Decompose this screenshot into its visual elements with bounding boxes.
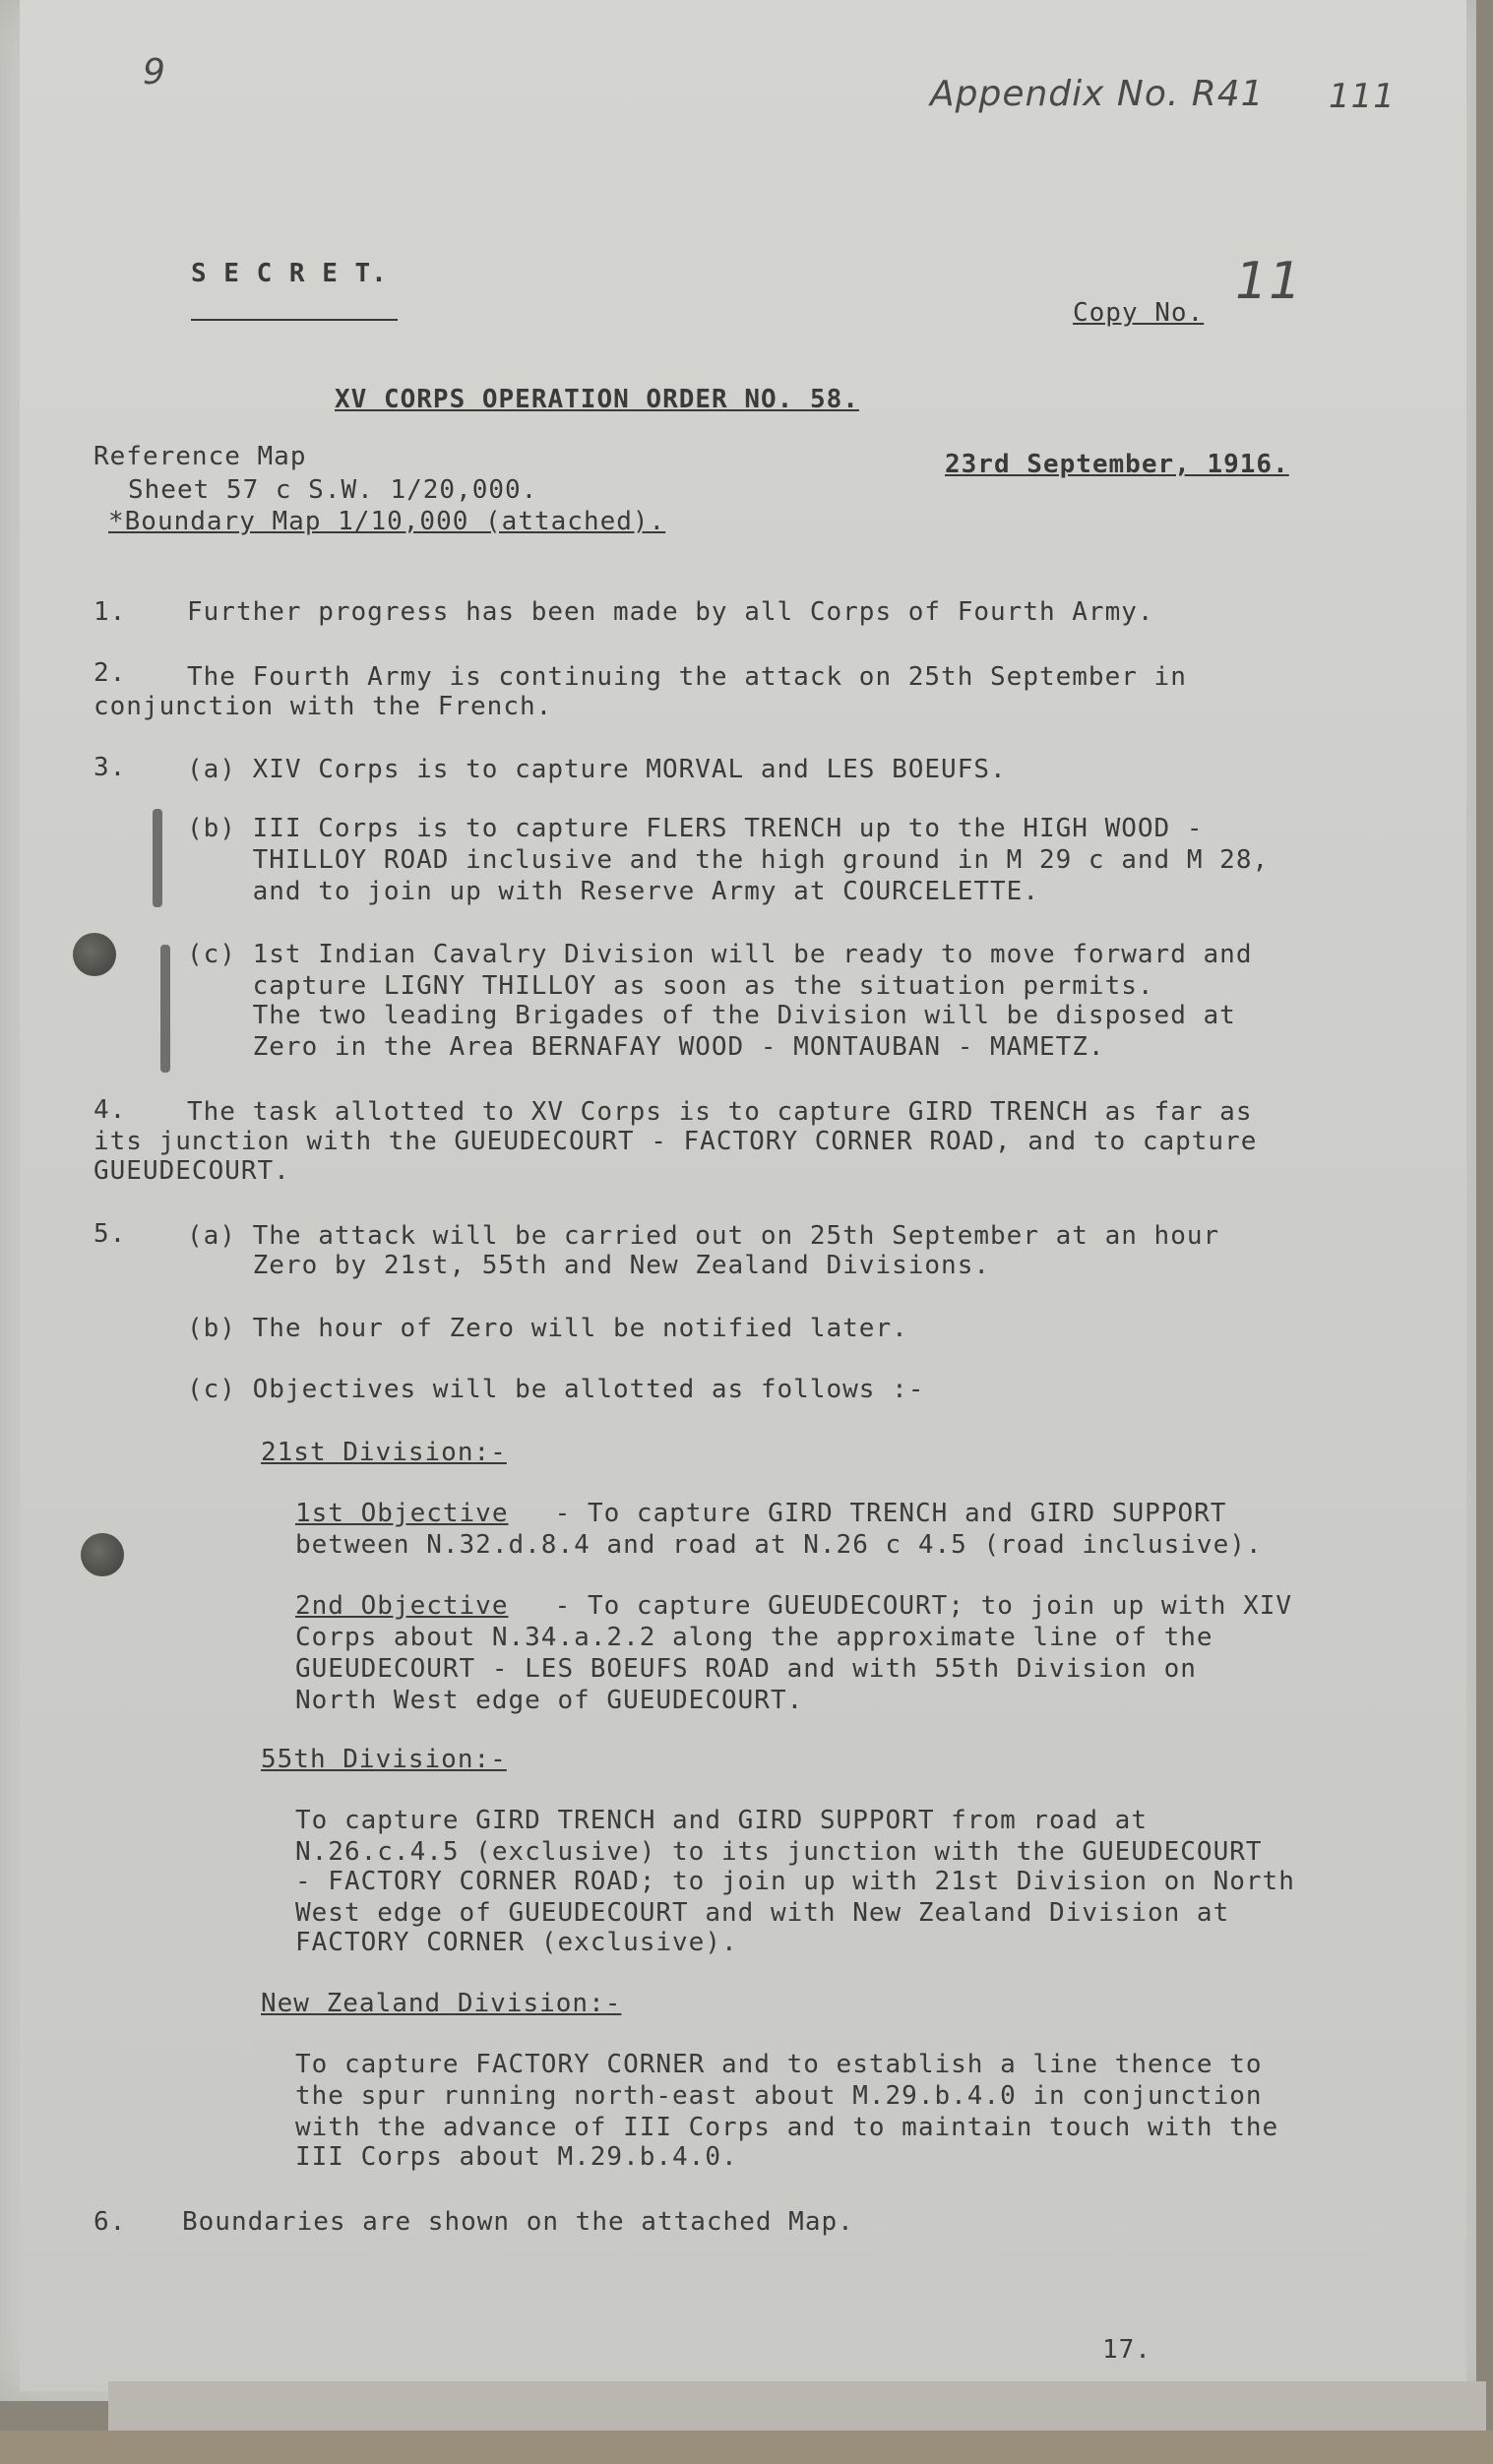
para-3b-line-2: THILLOY ROAD inclusive and the high ground in M 29 c and M 28, (187, 845, 1270, 875)
para-5-number: 5. (93, 1219, 127, 1249)
margin-bar-lower (160, 945, 170, 1073)
secret-heading: S E C R E T. (191, 259, 388, 288)
division-55-heading: 55th Division:- (261, 1745, 507, 1774)
para-5b: (b) The hour of Zero will be notified later. (187, 1314, 908, 1343)
division-21-heading: 21st Division:- (261, 1438, 507, 1467)
reference-line-2: Sheet 57 c S.W. 1/20,000. (128, 475, 538, 505)
margin-bar-upper (153, 809, 162, 907)
objective-1-line-1: - To capture GIRD TRENCH and GIRD SUPPORT (538, 1499, 1227, 1528)
appendix-label: Appendix No. R41 (930, 74, 1265, 114)
para-3c-line-3: The two leading Brigades of the Division will be disposed at (187, 1001, 1236, 1030)
division-55-line-1: To capture GIRD TRENCH and GIRD SUPPORT from road at (295, 1806, 1148, 1835)
para-6-number: 6. (93, 2207, 127, 2237)
para-5a-line-2: Zero by 21st, 55th and New Zealand Divisions. (187, 1251, 991, 1280)
para-3c-line-2: capture LIGNY THILLOY as soon as the situation permits. (187, 971, 1154, 1001)
folio-number: 111 (1329, 77, 1396, 116)
para-2-line-1: The Fourth Army is continuing the attack on 25th September in (187, 662, 1187, 692)
secret-underline (191, 319, 398, 321)
para-2-line-2: conjunction with the French. (93, 692, 553, 721)
document-page (20, 0, 1466, 2391)
para-3b-line-1: (b) III Corps is to capture FLERS TRENCH up to the HIGH WOOD - (187, 814, 1204, 843)
para-4-line-1: The task allotted to XV Corps is to capture GIRD TRENCH as far as (187, 1097, 1253, 1127)
objective-2-line-3: GUEUDECOURT - LES BOEUFS ROAD and with 55th Division on (295, 1654, 1197, 1684)
para-5a-line-1: (a) The attack will be carried out on 25th September at an hour (187, 1221, 1220, 1251)
para-4-line-3: GUEUDECOURT. (93, 1156, 290, 1186)
reference-line-3: *Boundary Map 1/10,000 (attached). (108, 507, 666, 536)
division-nz-line-3: with the advance of III Corps and to maintain touch with the (295, 2113, 1279, 2142)
objective-2-line-2: Corps about N.34.a.2.2 along the approximate line of the (295, 1623, 1213, 1652)
division-55-line-3: - FACTORY CORNER ROAD; to join up with 21st Division on North (295, 1867, 1295, 1896)
para-3c-line-4: Zero in the Area BERNAFAY WOOD - MONTAUBAN - MAMETZ. (187, 1032, 1105, 1062)
division-nz-heading: New Zealand Division:- (261, 1989, 622, 2018)
order-date: 23rd September, 1916. (945, 450, 1289, 479)
folder-edge (0, 2431, 1493, 2464)
division-55-line-4: West edge of GUEUDECOURT and with New Zealand Division at (295, 1898, 1230, 1928)
objective-2-line-1: - To capture GUEUDECOURT; to join up with XIV (538, 1591, 1293, 1621)
footer-mark: 17. (1102, 2335, 1151, 2365)
division-nz-line-2: the spur running north-east about M.29.b.4.0 in conjunction (295, 2081, 1263, 2111)
objective-1-line-2: between N.32.d.8.4 and road at N.26 c 4.5 (road inclusive). (295, 1530, 1263, 1560)
division-nz-line-4: III Corps about M.29.b.4.0. (295, 2142, 738, 2172)
division-55-line-2: N.26.c.4.5 (exclusive) to its junction with the GUEUDECOURT (295, 1837, 1263, 1867)
para-2-number: 2. (93, 658, 127, 688)
margin-mark: 9 (143, 52, 166, 92)
para-6-text: Boundaries are shown on the attached Map. (182, 2207, 854, 2237)
para-3a: (a) XIV Corps is to capture MORVAL and LES BOEUFS. (187, 755, 1007, 784)
copy-label: Copy No. (1073, 298, 1205, 328)
copy-number: 11 (1235, 252, 1303, 311)
division-nz-line-1: To capture FACTORY CORNER and to establish a line thence to (295, 2050, 1263, 2079)
objective-1-label: 1st Objective (295, 1499, 509, 1528)
para-3b-line-3: and to join up with Reserve Army at COURCELETTE. (187, 877, 1039, 906)
objective-2-label: 2nd Objective (295, 1591, 509, 1621)
para-3-number: 3. (93, 753, 127, 782)
objective-2-line-4: North West edge of GUEUDECOURT. (295, 1686, 804, 1715)
punch-hole-upper (73, 933, 116, 976)
para-1-number: 1. (93, 597, 127, 627)
para-4-line-2: its junction with the GUEUDECOURT - FACTORY CORNER ROAD, and to capture (93, 1127, 1258, 1156)
para-4-number: 4. (93, 1095, 127, 1125)
para-1-text: Further progress has been made by all Corps of Fourth Army. (187, 597, 1154, 627)
para-3c-line-1: (c) 1st Indian Cavalry Division will be ready to move forward and (187, 940, 1253, 969)
order-title: XV CORPS OPERATION ORDER NO. 58. (335, 385, 859, 414)
reference-line-1: Reference Map (93, 442, 307, 471)
para-5c: (c) Objectives will be allotted as follows :- (187, 1375, 925, 1404)
punch-hole-lower (81, 1533, 124, 1576)
division-55-line-5: FACTORY CORNER (exclusive). (295, 1928, 738, 1957)
